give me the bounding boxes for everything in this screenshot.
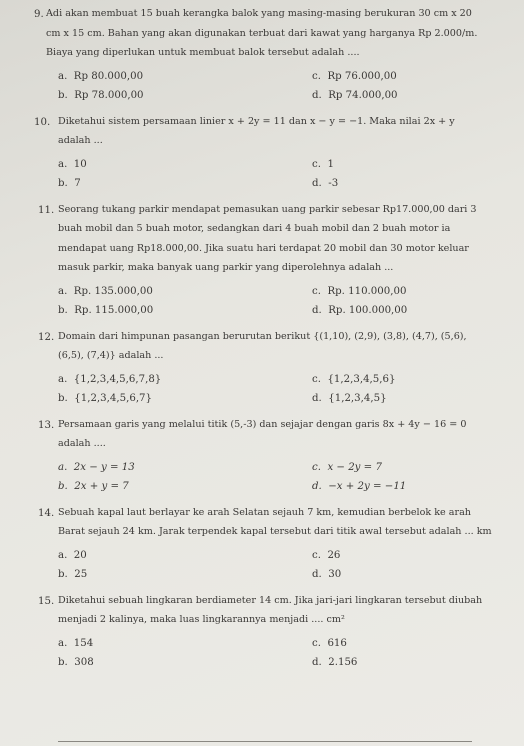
option-d: d. −x + 2y = −11 [312,481,407,492]
question-text-line: Diketahui sebuah lingkaran berdiameter 14 cm. Jika jari-jari lingkaran tersebut diubah [58,594,483,606]
question-text-line: Barat sejauh 24 km. Jarak terpendek kapal tersebut dari titik awal tersebut adalah ... km [58,526,492,537]
question-text-line: adalah ... [58,135,103,146]
question-number: 14. [38,507,55,519]
question-text-line: (6,5), (7,4)} adalah ... [58,350,164,361]
option-c: c. Rp. 110.000,00 [312,285,407,297]
question-text-line: adalah .... [58,438,106,449]
option-d: d. Rp 74.000,00 [312,90,398,101]
option-d: d. -3 [312,178,339,189]
question-text-line: buah mobil dan 5 buah motor, sedangkan dari 4 buah mobil dan 2 buah motor ia [58,223,451,234]
question-number: 13. [38,419,55,431]
option-c: c. {1,2,3,4,5,6} [312,373,396,385]
option-b: b. 308 [58,657,94,668]
option-c: c. Rp 76.000,00 [312,70,397,82]
option-b: b. 25 [58,569,88,580]
question-text-line: menjadi 2 kalinya, maka luas lingkarannya menjadi .... cm² [58,614,345,625]
option-a: a. 2x − y = 13 [58,461,135,473]
option-d: d. {1,2,3,4,5} [312,393,387,404]
question-number: 10. [34,116,51,128]
question-text-line: Seorang tukang parkir mendapat pemasukan uang parkir sebesar Rp17.000,00 dari 3 [58,203,477,215]
option-c: c. 26 [312,549,341,561]
question-number: 9. [34,9,44,20]
question-text-line: mendapat uang Rp18.000,00. Jika suatu hari terdapat 20 mobil dan 30 motor keluar [58,242,469,254]
question-text-line: Diketahui sistem persamaan linier x + 2y = 11 dan x − y = −1. Maka nilai 2x + y [58,115,455,127]
option-a: a. Rp 80.000,00 [58,70,144,82]
option-c: c. x − 2y = 7 [312,461,382,473]
option-d: d. Rp. 100.000,00 [312,305,408,316]
question-text-line: Adi akan membuat 15 buah kerangka balok yang masing-masing berukuran 30 cm x 20 [46,8,472,19]
option-b: b. Rp 78.000,00 [58,90,144,101]
option-b: b. 7 [58,178,81,189]
page-divider [58,741,472,742]
option-b: b. Rp. 115.000,00 [58,305,154,316]
option-a: a. 154 [58,637,94,649]
option-d: d. 2.156 [312,657,358,668]
question-text-line: Biaya yang diperlukan untuk membuat balok tersebut adalah .... [46,47,360,58]
question-text-line: Domain dari himpunan pasangan berurutan berikut {(1,10), (2,9), (3,8), (4,7), (5,6), [58,330,467,342]
option-d: d. 30 [312,569,342,580]
question-text-line: cm x 15 cm. Bahan yang akan digunakan terbuat dari kawat yang harganya Rp 2.000/m. [46,27,478,39]
question-number: 11. [38,204,55,216]
option-a: a. Rp. 135.000,00 [58,285,153,297]
option-a: a. 10 [58,158,87,170]
option-b: b. 2x + y = 7 [58,481,129,492]
question-number: 15. [38,595,55,607]
question-text-line: Sebuah kapal laut berlayar ke arah Selatan sejauh 7 km, kemudian berbelok ke arah [58,506,471,518]
question-number: 12. [38,331,55,343]
question-text-line: Persamaan garis yang melalui titik (5,-3) dan sejajar dengan garis 8x + 4y − 16 = 0 [58,418,467,430]
option-b: b. {1,2,3,4,5,6,7} [58,393,153,404]
option-c: c. 1 [312,158,334,170]
option-a: a. 20 [58,549,87,561]
option-a: a. {1,2,3,4,5,6,7,8} [58,373,162,385]
question-text-line: masuk parkir, maka banyak uang parkir yang diperolehnya adalah ... [58,262,394,273]
option-c: c. 616 [312,637,347,649]
